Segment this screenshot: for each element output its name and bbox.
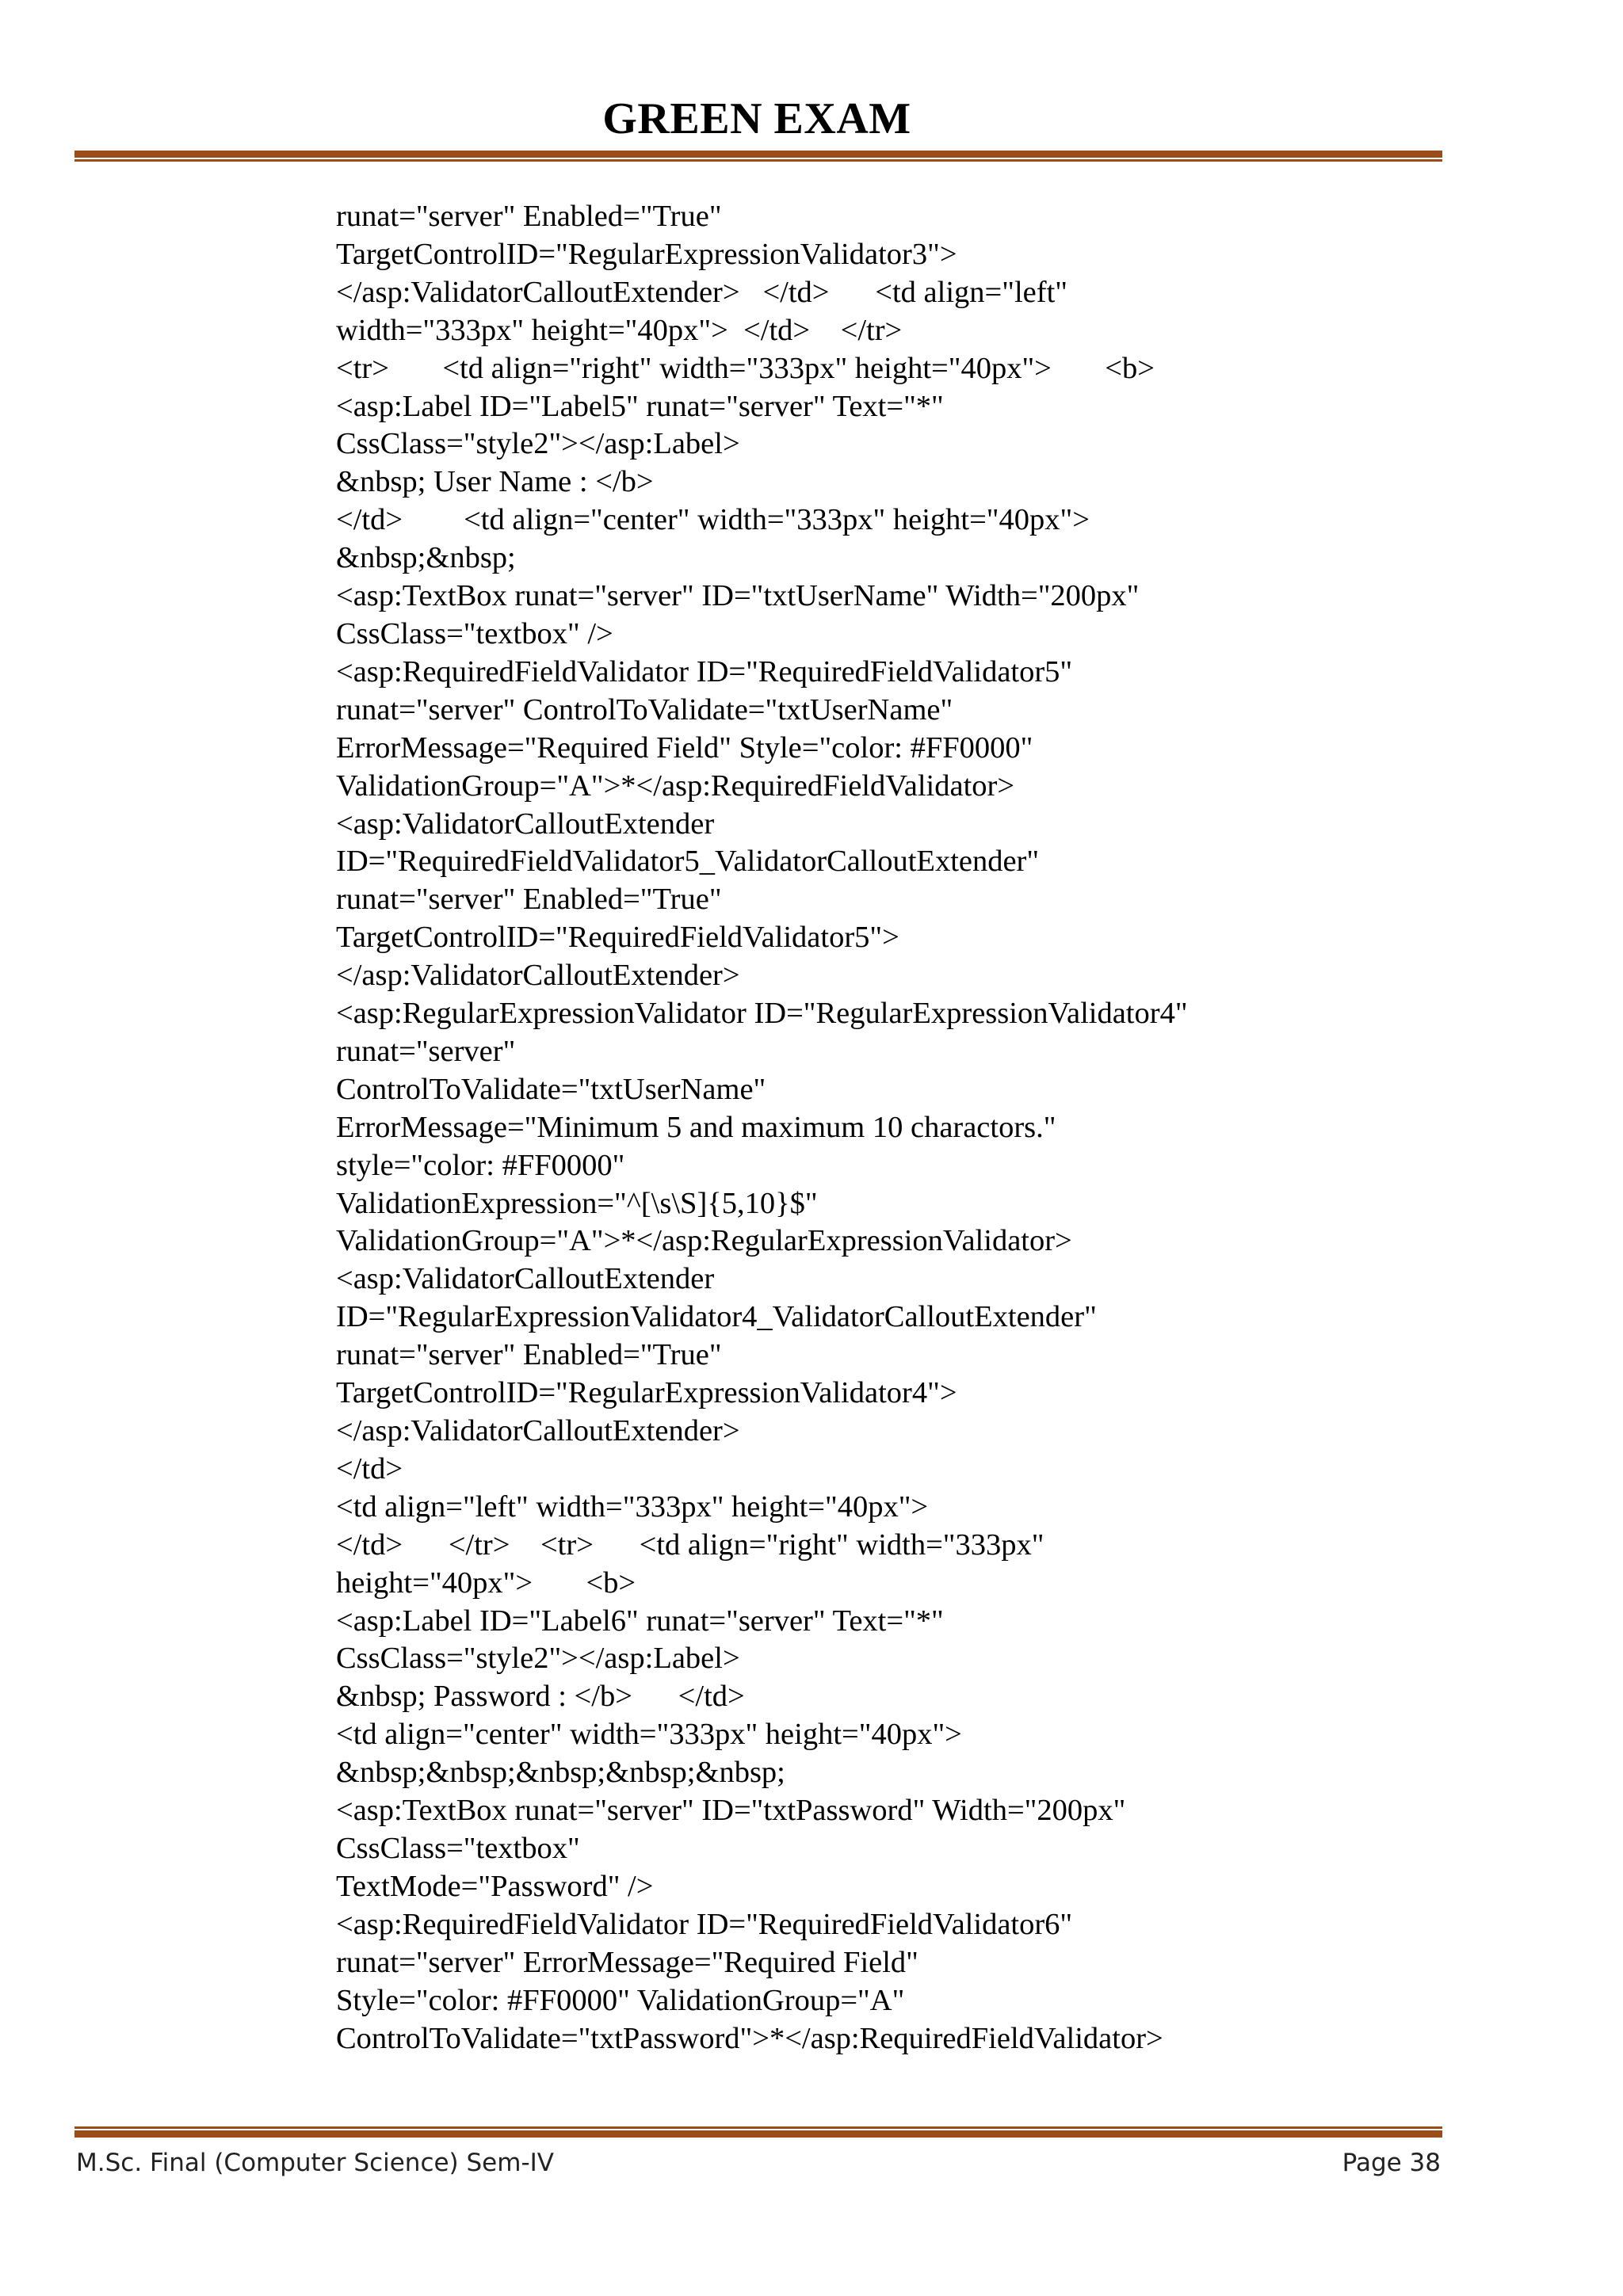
code-line: ErrorMessage="Minimum 5 and maximum 10 charactors." [336,1110,1056,1144]
code-line: style="color: #FF0000" [336,1148,625,1182]
code-line: width="333px" height="40px"> </td> </tr> [336,313,903,347]
code-line: &nbsp;&nbsp;&nbsp;&nbsp;&nbsp; [336,1756,785,1790]
page-title: GREEN EXAM [602,94,911,143]
code-line: CssClass="textbox" /> [336,616,613,650]
code-line: </asp:ValidatorCalloutExtender> </td> <td align="left" [336,275,1067,309]
code-line: runat="server" Enabled="True" [336,200,722,233]
code-line: <asp:Label ID="Label6" runat="server" Text="*" [336,1604,944,1638]
code-line: <asp:Label ID="Label5" runat="server" Text="*" [336,389,944,423]
code-line: <asp:TextBox runat="server" ID="txtPassword" Width="200px" [336,1794,1126,1828]
code-line: runat="server" ErrorMessage="Required Field" [336,1945,918,1979]
code-line: &nbsp; Password : </b> </td> [336,1680,745,1714]
code-line: height="40px"> <b> [336,1566,636,1600]
code-line: ValidationGroup="A">*</asp:RequiredFieldValidator> [336,769,1015,803]
footer-page-number: Page 38 [1342,2149,1441,2177]
code-line: </asp:ValidatorCalloutExtender> [336,959,740,993]
footer-divider-thick-line [74,2130,1442,2138]
code-line: </td> [336,1451,403,1486]
code-line: </td> </tr> <tr> <td align="right" width="333px" [336,1527,1044,1562]
code-line: <tr> <td align="right" width="333px" height="40px"> <b> [336,351,1155,385]
code-line: &nbsp; User Name : </b> [336,465,654,499]
footer-course-label: M.Sc. Final (Computer Science) Sem-IV [76,2149,554,2177]
code-listing [336,198,1461,2058]
footer-divider [74,2126,1442,2138]
code-line: ControlToValidate="txtUserName" [336,1072,766,1106]
code-line: </td> <td align="center" width="333px" height="40px"> [336,503,1090,537]
code-line: Style="color: #FF0000" ValidationGroup="A" [336,1983,905,2017]
header-divider [74,151,1442,162]
code-line: <asp:RegularExpressionValidator ID="RegularExpressionValidator4" [336,997,1188,1031]
code-line: <asp:RequiredFieldValidator ID="RequiredFieldValidator6" [336,1907,1073,1941]
code-line: <asp:TextBox runat="server" ID="txtUserName" Width="200px" [336,579,1140,613]
code-line: <asp:ValidatorCalloutExtender [336,807,715,841]
code-line: ID="RegularExpressionValidator4_ValidatorCalloutExtender" [336,1300,1097,1334]
header-divider-thick-line [74,151,1442,158]
code-line: runat="server" Enabled="True" [336,1338,722,1372]
code-line: runat="server" [336,1034,516,1068]
code-line: <td align="left" width="333px" height="40px"> [336,1489,929,1524]
code-line: TargetControlID="RegularExpressionValidator4"> [336,1376,957,1410]
code-line: runat="server" ControlToValidate="txtUserName" [336,692,953,727]
code-line: ID="RequiredFieldValidator5_ValidatorCalloutExtender" [336,845,1040,879]
code-line: <asp:RequiredFieldValidator ID="RequiredFieldValidator5" [336,654,1073,688]
code-line: TargetControlID="RequiredFieldValidator5"> [336,921,899,955]
header-divider-thin-line [74,159,1442,162]
code-line: TextMode="Password" /> [336,1869,654,1903]
code-line: TargetControlID="RegularExpressionValidator3"> [336,237,957,271]
code-line: <td align="center" width="333px" height="40px"> [336,1718,962,1752]
code-line: CssClass="style2"></asp:Label> [336,1642,740,1676]
code-line: </asp:ValidatorCalloutExtender> [336,1414,740,1447]
code-line: runat="server" Enabled="True" [336,883,722,917]
code-line: ValidationExpression="^[\s\S]{5,10}$" [336,1186,818,1220]
code-line: ErrorMessage="Required Field" Style="color: #FF0000" [336,730,1033,765]
code-line: ValidationGroup="A">*</asp:RegularExpressionValidator> [336,1224,1072,1258]
code-line: &nbsp;&nbsp; [336,541,516,575]
code-line: CssClass="style2"></asp:Label> [336,427,740,461]
code-line: <asp:ValidatorCalloutExtender [336,1262,715,1296]
code-line: CssClass="textbox" [336,1831,580,1865]
footer-divider-thin-line [74,2126,1442,2129]
code-line: ControlToValidate="txtPassword">*</asp:RequiredFieldValidator> [336,2021,1163,2055]
